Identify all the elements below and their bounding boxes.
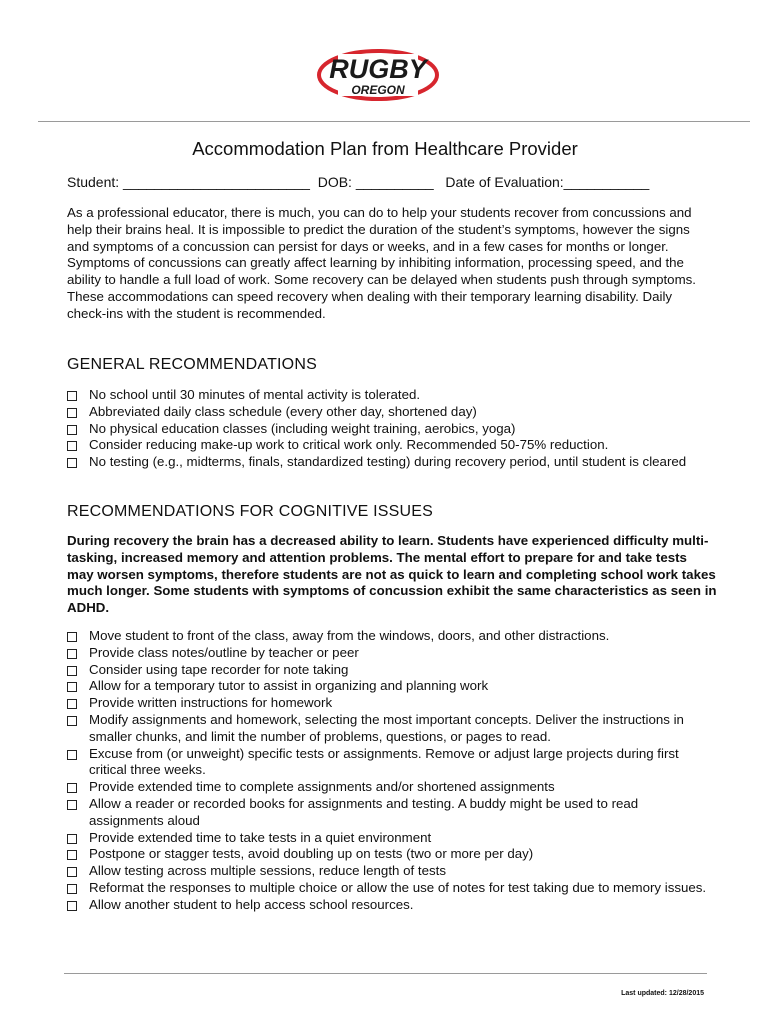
dob-field: DOB: __________ — [317, 174, 434, 190]
checkbox[interactable] — [67, 408, 77, 418]
logo-text-oregon: OREGON — [351, 83, 405, 97]
list-item-text: Excuse from (or unweight) specific tests or assignments. Remove or adjust large projects during first critical three weeks. — [89, 745, 679, 778]
list-item — [67, 846, 707, 863]
checkbox[interactable] — [67, 649, 77, 659]
list-item-text: Move student to front of the class, away from the windows, doors, and other distractions. — [89, 628, 610, 643]
list-item-text: Allow another student to help access school resources. — [89, 896, 414, 912]
checkbox[interactable] — [67, 699, 77, 709]
list-item-text: No testing (e.g., midterms, finals, standardized testing) during recovery period, until student is cleared — [89, 454, 687, 470]
list-item-text: Allow a reader or recorded books for assignments and testing. A buddy might be used to read assignments aloud — [89, 795, 639, 828]
list-item-text: Provide extended time to take tests in a quiet environment — [89, 829, 432, 845]
cognitive-intro: During recovery the brain has a decreased ability to learn. Students have experienced difficulty multi-tasking, increased memory and attention problems. The mental effort to prepare for and take tests may worsen symptoms, therefore students are not as quick to learn and completing school work takes much longer. Some students with symptoms of concussion exhibit the same characteristics as seen in ADHD. — [67, 533, 717, 616]
list-item — [67, 404, 707, 421]
list-item-text: Allow for a temporary tutor to assist in organizing and planning work — [89, 678, 489, 694]
list-item-text: No physical education classes (including weight training, aerobics, yoga) — [89, 420, 516, 436]
checkbox[interactable] — [67, 750, 77, 760]
page-title: Accommodation Plan from Healthcare Provider — [192, 138, 578, 159]
list-item — [67, 796, 707, 830]
list-item-text: Allow testing across multiple sessions, reduce length of tests — [89, 863, 446, 879]
list-item-text: No school until 30 minutes of mental activity is tolerated. — [89, 387, 421, 402]
intro-paragraph: As a professional educator, there is much, you can do to help your students recover from concussions and help their brains heal. It is impossible to predict the duration of the student’s symptoms, however the signs and symptoms of a concussion can persist for days or weeks, and in a few cases for months or longer. Symptoms of concussions can greatly affect learning by inhibiting information, processing speed, and the ability to handle a full load of work. Some recovery can be delayed when students push through symptoms. These accommodations can speed recovery when dealing with their temporary learning disability. Daily check-ins with the student is recommended. — [67, 205, 696, 321]
list-item-text: Postpone or stagger tests, avoid doubling up on tests (two or more per day) — [89, 846, 534, 862]
list-item-text: Provide written instructions for homework — [89, 695, 333, 711]
list-item-text: Abbreviated daily class schedule (every other day, shortened day) — [89, 403, 477, 419]
list-item-text: Reformat the responses to multiple choice or allow the use of notes for test taking due to memory issues. — [89, 879, 707, 895]
list-item-text: Consider using tape recorder for note taking — [89, 661, 349, 677]
list-item — [67, 695, 707, 712]
list-item — [67, 662, 707, 679]
list-item-text: Provide class notes/outline by teacher or peer — [89, 644, 359, 660]
checkbox[interactable] — [67, 867, 77, 877]
checkbox[interactable] — [67, 632, 77, 642]
checkbox[interactable] — [67, 716, 77, 726]
list-item-text: Consider reducing make-up work to critical work only. Recommended 50-75% reduction. — [89, 437, 609, 453]
list-item — [67, 628, 707, 645]
list-item — [67, 421, 707, 438]
cognitive-heading: RECOMMENDATIONS FOR COGNITIVE ISSUES — [67, 503, 434, 520]
student-field: Student: ________________________ — [67, 174, 310, 190]
list-item — [67, 454, 707, 471]
checkbox[interactable] — [67, 682, 77, 692]
checkbox[interactable] — [67, 901, 77, 911]
list-item — [67, 387, 707, 404]
logo-text-rugby: RUGBY — [329, 54, 427, 84]
evaluation-date-field: Date of Evaluation:___________ — [445, 174, 650, 190]
checkbox[interactable] — [67, 800, 77, 810]
list-item — [67, 863, 707, 880]
list-item — [67, 880, 707, 897]
checkbox[interactable] — [67, 850, 77, 860]
general-heading: GENERAL RECOMMENDATIONS — [67, 356, 317, 373]
list-item — [67, 678, 707, 695]
top-divider — [38, 121, 750, 122]
form-fields-row — [67, 174, 649, 190]
checkbox[interactable] — [67, 834, 77, 844]
checkbox[interactable] — [67, 783, 77, 793]
checkbox[interactable] — [67, 441, 77, 451]
list-item-text: Provide extended time to complete assignments and/or shortened assignments — [89, 779, 555, 795]
cognitive-list — [67, 628, 707, 914]
checkbox[interactable] — [67, 425, 77, 435]
bottom-divider — [64, 973, 707, 974]
list-item — [67, 437, 707, 454]
checkbox[interactable] — [67, 666, 77, 676]
checkbox[interactable] — [67, 884, 77, 894]
list-item-text: Modify assignments and homework, selecting the most important concepts. Deliver the instructions in smaller chunks, and limit the number of problems, questions, or pages to read. — [89, 711, 684, 744]
checkbox[interactable] — [67, 391, 77, 401]
list-item — [67, 645, 707, 662]
list-item — [67, 712, 707, 746]
general-list — [67, 387, 707, 471]
list-item — [67, 830, 707, 847]
checkbox[interactable] — [67, 458, 77, 468]
last-updated: Last updated: 12/28/2015 — [621, 990, 704, 997]
rugby-oregon-logo — [316, 42, 440, 108]
list-item — [67, 779, 707, 796]
list-item — [67, 746, 707, 780]
list-item — [67, 897, 707, 914]
